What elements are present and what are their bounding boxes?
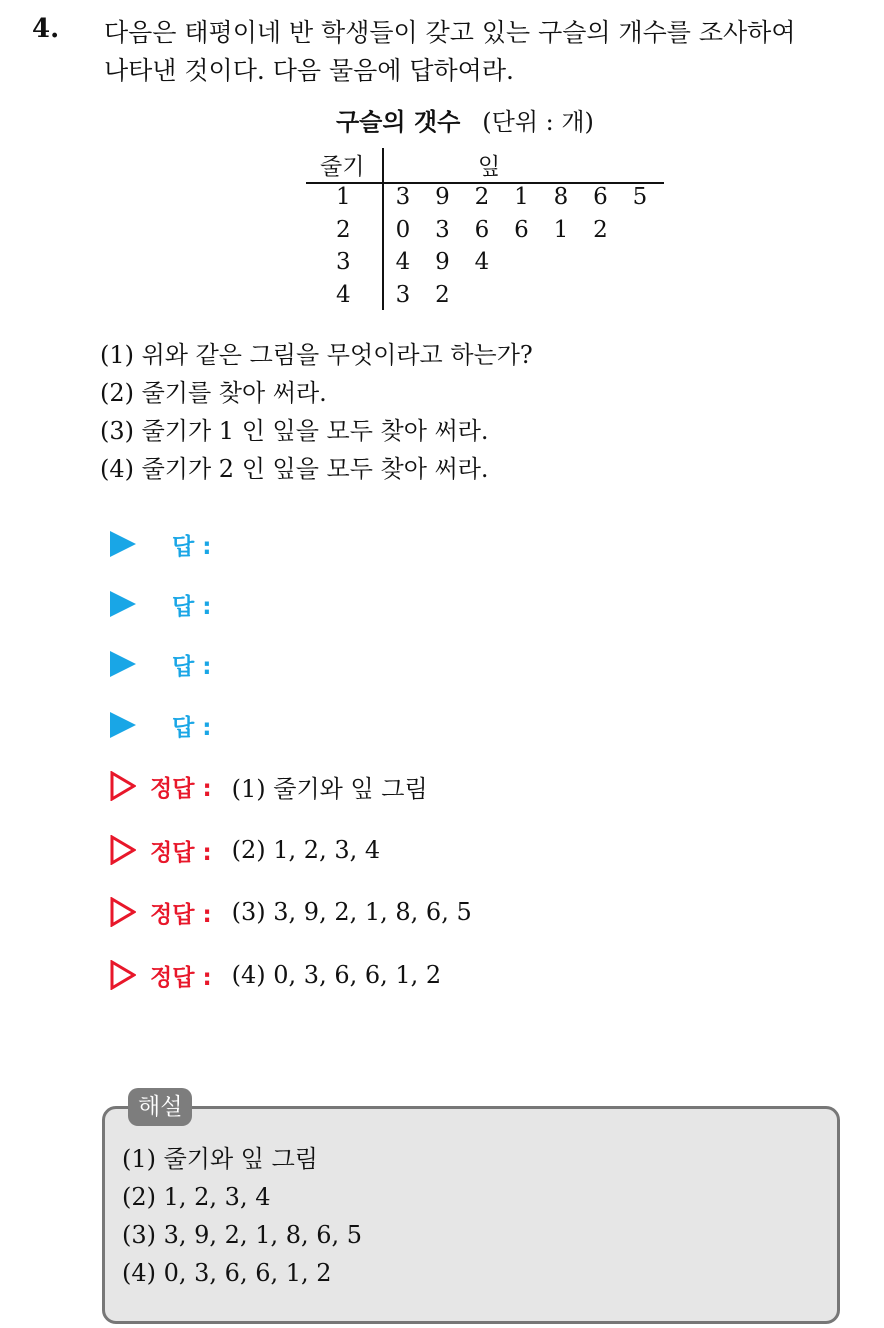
- stem-row: [306, 282, 666, 314]
- correct-label: 정답 :: [150, 839, 212, 866]
- leaf-value: 3: [395, 281, 411, 308]
- answer-slot-3[interactable]: [110, 644, 211, 684]
- answer-slot-4[interactable]: [110, 705, 211, 745]
- explanation-line-2: (2) 1, 2, 3, 4: [122, 1183, 271, 1211]
- leaf-value: 4: [474, 249, 490, 275]
- stem-value: 2: [336, 216, 351, 243]
- correct-answer-3: [110, 892, 472, 932]
- explanation-line-4: (4) 0, 3, 6, 6, 1, 2: [122, 1259, 332, 1287]
- play-triangle-icon: [110, 712, 136, 738]
- answer-label: 답 :: [172, 714, 212, 741]
- correct-answer-value: (3) 3, 9, 2, 1, 8, 6, 5: [231, 898, 472, 926]
- correct-answer-value: (4) 0, 3, 6, 6, 1, 2: [231, 961, 442, 989]
- answer-label: 답 :: [172, 653, 212, 680]
- explanation-line-1: (1) 줄기와 잎 그림: [122, 1145, 318, 1173]
- outline-triangle-icon: [110, 835, 136, 865]
- explanation-tag: 해설: [128, 1088, 192, 1126]
- subquestion-1: (1) 위와 같은 그림을 무엇이라고 하는가?: [100, 341, 533, 369]
- leaf-value: 9: [435, 184, 450, 210]
- leaf-value: 4: [395, 249, 411, 275]
- stem-value: 3: [336, 249, 351, 275]
- answer-label: 답 :: [172, 533, 212, 560]
- explanation-line-3: (3) 3, 9, 2, 1, 8, 6, 5: [122, 1221, 363, 1249]
- question-text: [104, 14, 874, 90]
- stem-value: 4: [336, 281, 351, 308]
- subquestion-3: (3) 줄기가 1 인 잎을 모두 찾아 써라.: [100, 417, 489, 445]
- correct-label: 정답 :: [150, 775, 212, 802]
- stem-leaf-table: [306, 146, 666, 316]
- correct-label: 정답 :: [150, 964, 212, 991]
- correct-answer-value: (1) 줄기와 잎 그림: [231, 774, 428, 803]
- leaf-header: 잎: [478, 154, 501, 180]
- leaf-value: 6: [514, 216, 529, 243]
- answer-slot-2[interactable]: [110, 584, 211, 624]
- correct-answer-4: [110, 955, 441, 995]
- correct-answer-2: [110, 830, 380, 870]
- leaf-value: 8: [553, 184, 569, 210]
- outline-triangle-icon: [110, 897, 136, 927]
- question-number: 4.: [32, 14, 60, 44]
- play-triangle-icon: [110, 651, 136, 677]
- table-caption: [336, 102, 594, 137]
- leaf-value: 1: [553, 216, 569, 243]
- table-unit: (단위 : 개): [482, 108, 594, 136]
- stem-row: [306, 249, 666, 281]
- play-triangle-icon: [110, 531, 136, 557]
- leaf-value: 5: [632, 184, 648, 210]
- play-triangle-icon: [110, 591, 136, 617]
- leaf-value: 3: [395, 184, 411, 210]
- table-title: 구슬의 갯수: [336, 108, 461, 136]
- leaf-value: 6: [474, 216, 490, 243]
- leaf-value: 6: [593, 184, 608, 210]
- question-line-1: 다음은 태평이네 반 학생들이 갖고 있는 구슬의 개수를 조사하여: [104, 18, 796, 47]
- subquestion-list: [100, 336, 533, 488]
- leaf-value: 3: [435, 216, 450, 243]
- correct-answer-1: [110, 766, 428, 806]
- correct-label: 정답 :: [150, 901, 212, 928]
- stem-value: 1: [336, 184, 351, 210]
- leaf-value: 2: [593, 216, 608, 243]
- stem-row: [306, 184, 666, 216]
- stem-header: 줄기: [320, 154, 365, 180]
- outline-triangle-icon: [110, 960, 136, 990]
- outline-triangle-icon: [110, 771, 136, 801]
- explanation-lines: [122, 1140, 362, 1292]
- subquestion-4: (4) 줄기가 2 인 잎을 모두 찾아 써라.: [100, 455, 489, 483]
- leaf-value: 2: [435, 281, 450, 308]
- leaf-value: 9: [435, 249, 450, 275]
- stem-row: [306, 217, 666, 249]
- question-line-2: 나타낸 것이다. 다음 물음에 답하여라.: [104, 56, 514, 85]
- leaf-value: 1: [514, 184, 529, 210]
- correct-answer-value: (2) 1, 2, 3, 4: [231, 836, 381, 864]
- answer-slot-1[interactable]: [110, 524, 211, 564]
- leaf-value: 0: [395, 216, 411, 243]
- leaf-value: 2: [474, 184, 490, 210]
- answer-label: 답 :: [172, 593, 212, 620]
- subquestion-2: (2) 줄기를 찾아 써라.: [100, 379, 327, 407]
